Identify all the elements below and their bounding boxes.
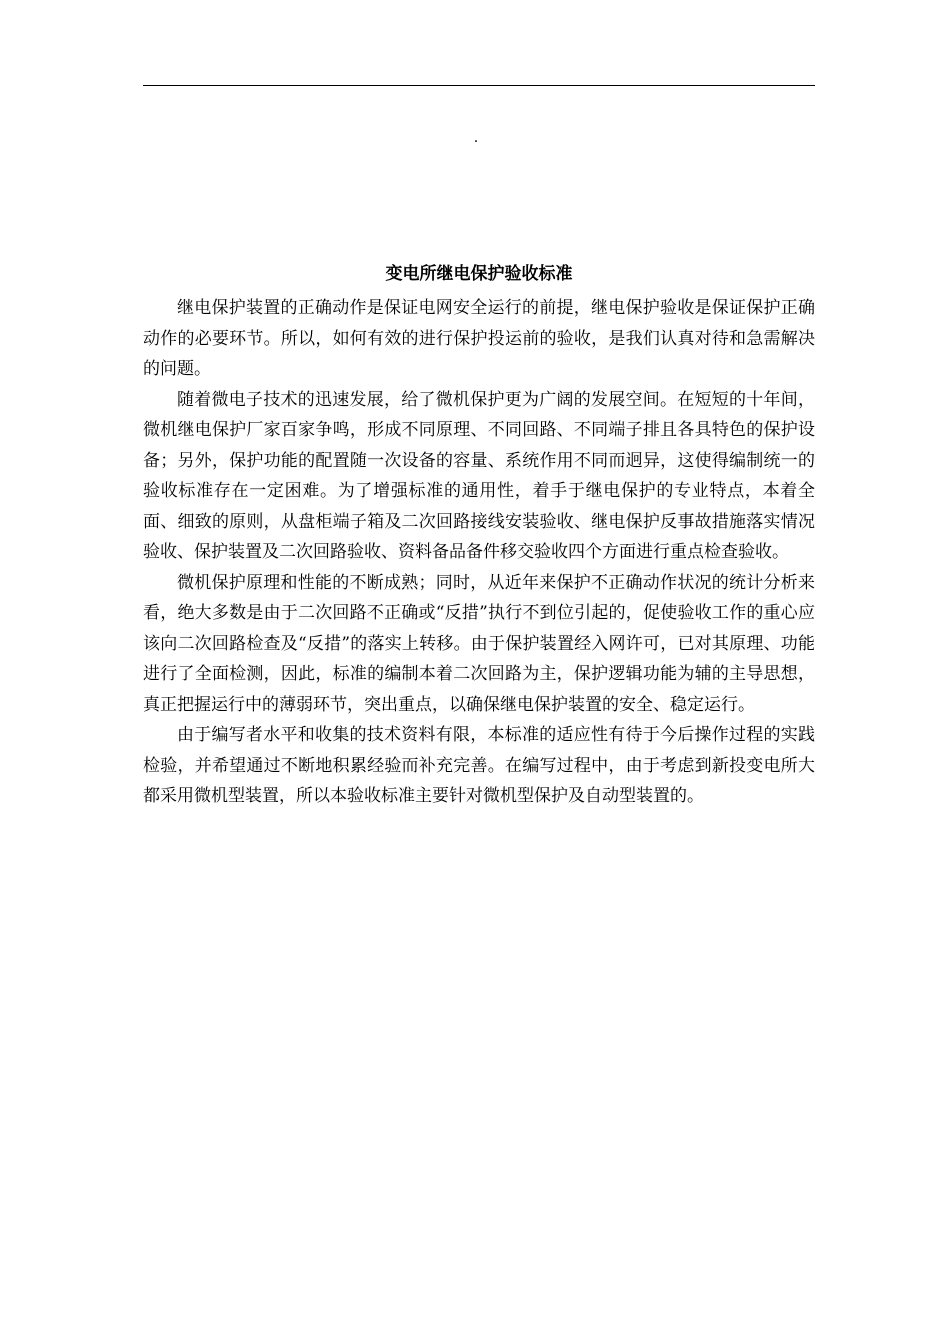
paragraph-background: 随着微电子技术的迅速发展，给了微机保护更为广阔的发展空间。在短短的十年间，微机继电保护厂家百家争鸣，形成不同原理、不同回路、不同端子排且各具特色的保护设备；另外，保护功能的配置随一次设备的容量、系统作用不同而迥异，这使得编制统一的验收标准存在一定困难。为了增强标准的通用性，着手于继电保护的专业特点，本着全面、细致的原则，从盘柜端子箱及二次回路接线安装验收、继电保护反事故措施落实情况验收、保护装置及二次回路验收、资料备品备件移交验收四个方面进行重点检查验收。 xyxy=(143,389,815,562)
paragraph-focus: 微机保护原理和性能的不断成熟；同时，从近年来保护不正确动作状况的统计分析来看，绝大多数是由于二次回路不正确或“反措”执行不到位引起的，促使验收工作的重心应该向二次回路检查及“反措”的落实上转移。由于保护装置经入网许可，已对其原理、功能进行了全面检测，因此，标准的编制本着二次回路为主，保护逻辑功能为辅的主导思想，真正把握运行中的薄弱环节，突出重点，以确保继电保护装置的安全、稳定运行。 xyxy=(143,572,815,715)
document-title: 变电所继电保护验收标准 xyxy=(385,264,573,284)
header-mark: . xyxy=(473,130,479,146)
document-body xyxy=(143,262,815,812)
paragraph-intro: 继电保护装置的正确动作是保证电网安全运行的前提，继电保护验收是保证保护正确动作的必要环节。所以，如何有效的进行保护投运前的验收，是我们认真对待和急需解决的问题。 xyxy=(143,298,815,379)
header-rule xyxy=(143,85,815,86)
paragraph-limitations: 由于编写者水平和收集的技术资料有限，本标准的适应性有待于今后操作过程的实践检验，并希望通过不断地积累经验而补充完善。在编写过程中，由于考虑到新投变电所大都采用微机型装置，所以本验收标准主要针对微机型保护及自动型装置的。 xyxy=(143,725,815,806)
